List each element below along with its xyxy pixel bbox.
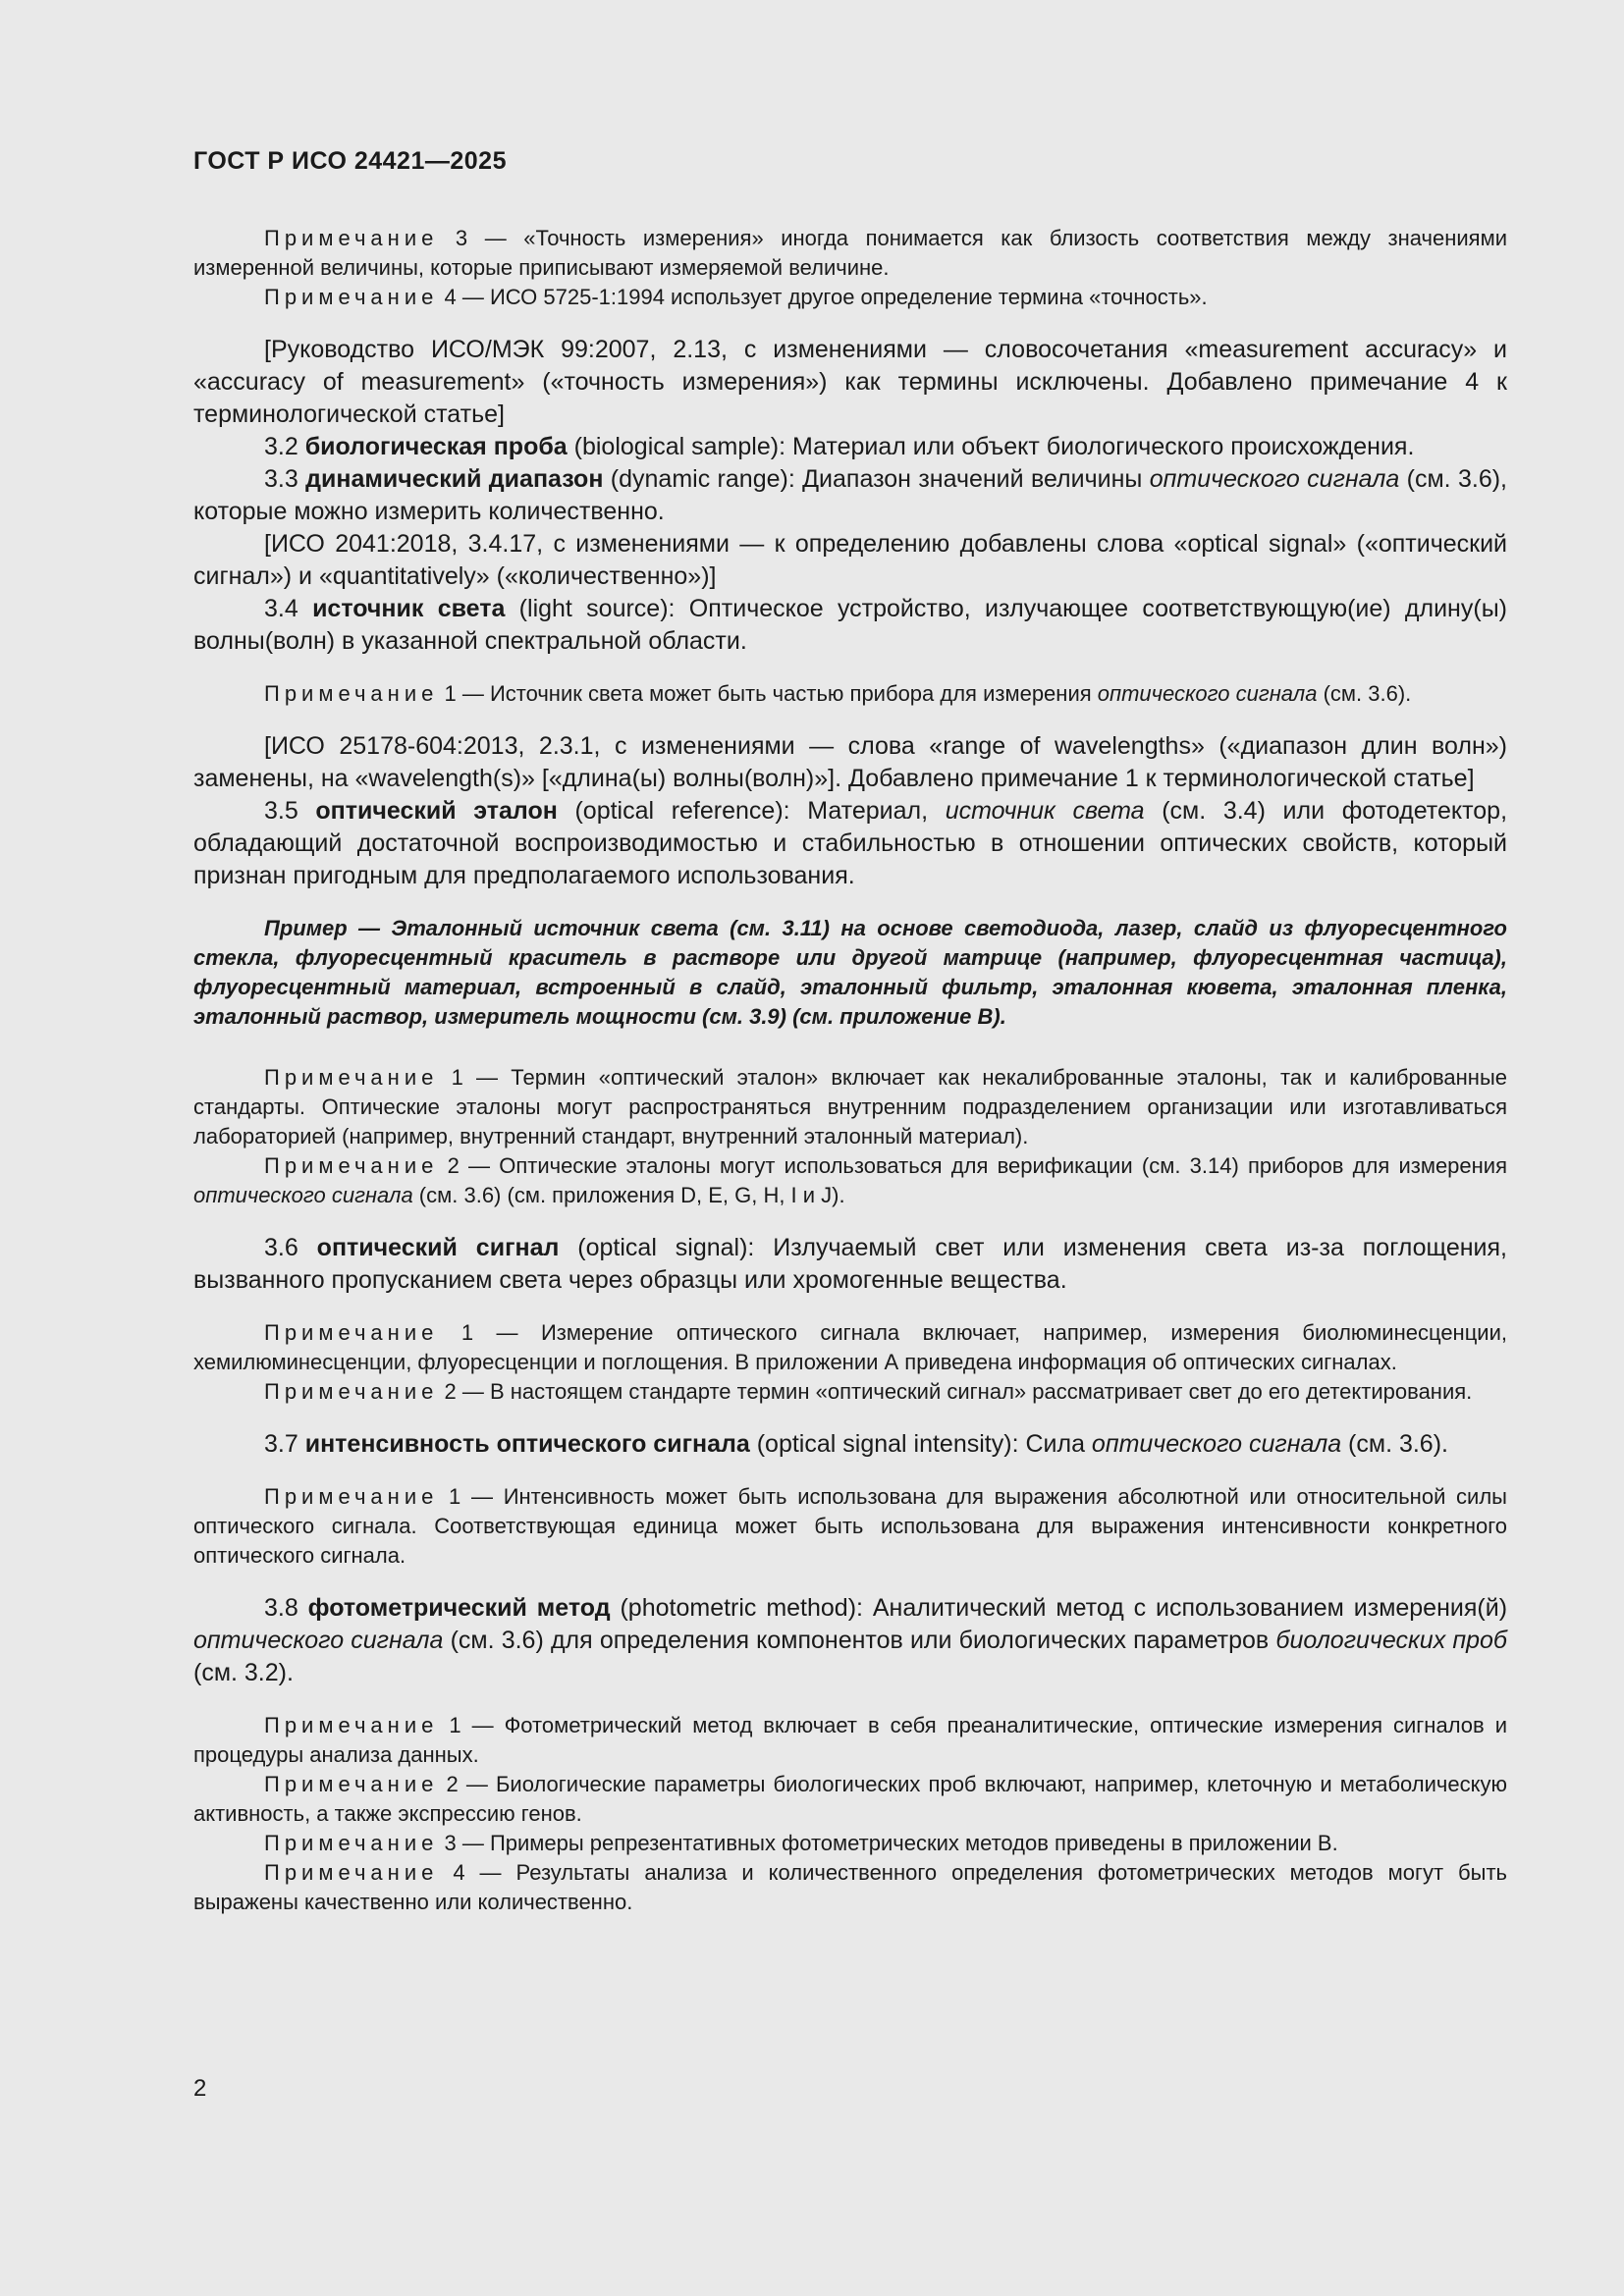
term-3-5: 3.5 оптический эталон (optical reference): Материал, источник света (см. 3.4) или фотодетектор, обладающий достаточной воспроизводимостью и стабильностью в отношении оптических свойств, который признан пригодным для предполагаемого использования. (193, 797, 1508, 889)
note-1-optical-reference: Примечание 1 — Термин «оптический эталон» включает как некалиброванные эталоны, так и калиброванные стандарты. Оптические эталоны могут распространяться внутренним подразделением организации или изготавливаться лабораторией (например, внутренний стандарт, внутренний эталонный материал). (193, 1065, 1508, 1148)
note-1-light-source: Примечание 1 — Источник света может быть частью прибора для измерения оптического сигнала (см. 3.6). (264, 681, 1412, 706)
term-name: оптический сигнал (316, 1234, 560, 1261)
document-body (193, 224, 1507, 1917)
term-name: оптический эталон (315, 797, 558, 825)
note-3-photometric-method: Примечание 3 — Примеры репрезентативных фотометрических методов приведены в приложении В. (264, 1831, 1338, 1855)
term-3-3: 3.3 динамический диапазон (dynamic range): Диапазон значений величины оптического сигнала (см. 3.6), которые можно измерить количественно. (193, 465, 1507, 525)
note-label: Примечание (264, 1831, 439, 1855)
term-3-4: 3.4 источник света (light source): Оптическое устройство, излучающее соответствующую(ие) длину(ы) волны(волн) в указанной спектральной области. (193, 595, 1507, 655)
note-2-photometric-method: Примечание 2 — Биологические параметры биологических проб включают, например, клеточную и метаболическую активность, а также экспрессию генов. (193, 1772, 1507, 1826)
term-name: динамический диапазон (305, 465, 604, 493)
note-1-optical-signal: Примечание 1 — Измерение оптического сигнала включает, например, измерения биолюминесценции, хемилюминесценции, флуоресценции и поглощения. В приложении А приведена информация об оптических сигналах. (193, 1320, 1507, 1374)
note-label: Примечание (264, 1713, 439, 1737)
source-reference-iso-25178: [ИСО 25178-604:2013, 2.3.1, с изменениями — слова «range of wavelengths» («диапазон длин волн») заменены, на «wavelength(s)» [«длина(ы) волны(волн)»]. Добавлено примечание 1 к терминологической статье] (193, 732, 1507, 792)
note-label: Примечание (264, 226, 439, 250)
note-label: Примечание (264, 285, 439, 309)
note-4-photometric-method: Примечание 4 — Результаты анализа и количественного определения фотометрических методов могут быть выражены качественно или количественно. (193, 1860, 1507, 1914)
term-name: фотометрический метод (307, 1594, 611, 1622)
term-3-6: 3.6 оптический сигнал (optical signal): Излучаемый свет или изменения света из-за поглощения, вызванного пропусканием света через образцы или хромогенные вещества. (193, 1234, 1507, 1294)
term-name: источник света (312, 595, 506, 622)
note-2-optical-reference: Примечание 2 — Оптические эталоны могут использоваться для верификации (см. 3.14) приборов для измерения оптического сигнала (см. 3.6) (см. приложения D, E, G, H, I и J). (193, 1153, 1507, 1207)
example-optical-reference: Пример — Эталонный источник света (см. 3.11) на основе светодиода, лазер, слайд из флуоресцентного стекла, флуоресцентный краситель в растворе или другой матрице (например, флуоресцентная частица), флуоресцентный материал, встроенный в слайд, эталонный фильтр, эталонная кювета, эталонная пленка, эталонный раствор, измеритель мощности (см. 3.9) (см. приложение В). (193, 916, 1507, 1029)
term-3-2: 3.2 биологическая проба (biological sample): Материал или объект биологического происхождения. (264, 433, 1415, 460)
term-3-8: 3.8 фотометрический метод (photometric method): Аналитический метод с использованием измерения(й) оптического сигнала (см. 3.6) для определения компонентов или биологических параметров биологических проб (см. 3.2). (193, 1594, 1508, 1686)
note-label: Примечание (264, 681, 439, 706)
source-reference-guide-99: [Руководство ИСО/МЭК 99:2007, 2.13, с изменениями — словосочетания «measurement accuracy» и «accuracy of measurement» («точность измерения») как термины исключены. Добавлено примечание 4 к терминологической статье] (193, 336, 1507, 428)
document-header: ГОСТ Р ИСО 24421—2025 (193, 147, 507, 175)
note-label: Примечание (264, 1484, 439, 1509)
note-4-accuracy: Примечание 4 — ИСО 5725-1:1994 использует другое определение термина «точность». (264, 285, 1208, 309)
note-1-signal-intensity: Примечание 1 — Интенсивность может быть использована для выражения абсолютной или относительной силы оптического сигнала. Соответствующая единица может быть использована для выражения интенсивности конкретного оптического сигнала. (193, 1484, 1507, 1568)
note-2-optical-signal: Примечание 2 — В настоящем стандарте термин «оптический сигнал» рассматривает свет до его детектирования. (264, 1379, 1473, 1404)
term-3-7: 3.7 интенсивность оптического сигнала (optical signal intensity): Сила оптического сигнала (см. 3.6). (264, 1430, 1448, 1458)
note-label: Примечание (264, 1379, 439, 1404)
term-name: биологическая проба (304, 433, 568, 460)
page-number: 2 (193, 2075, 207, 2102)
note-label: Примечание (264, 1065, 439, 1090)
note-label: Примечание (264, 1772, 439, 1796)
note-label: Примечание (264, 1153, 439, 1178)
note-3-accuracy: Примечание 3 — «Точность измерения» иногда понимается как близость соответствия между значениями измеренной величины, которые приписывают измеряемой величине. (193, 226, 1507, 280)
note-label: Примечание (264, 1320, 439, 1345)
note-1-photometric-method: Примечание 1 — Фотометрический метод включает в себя преаналитические, оптические измерения сигналов и процедуры анализа данных. (193, 1713, 1507, 1767)
term-name: интенсивность оптического сигнала (304, 1430, 750, 1458)
note-label: Примечание (264, 1860, 439, 1885)
source-reference-iso-2041: [ИСО 2041:2018, 3.4.17, с изменениями — к определению добавлены слова «optical signal» («оптический сигнал») и «quantitatively» («количественно»)] (193, 530, 1507, 590)
